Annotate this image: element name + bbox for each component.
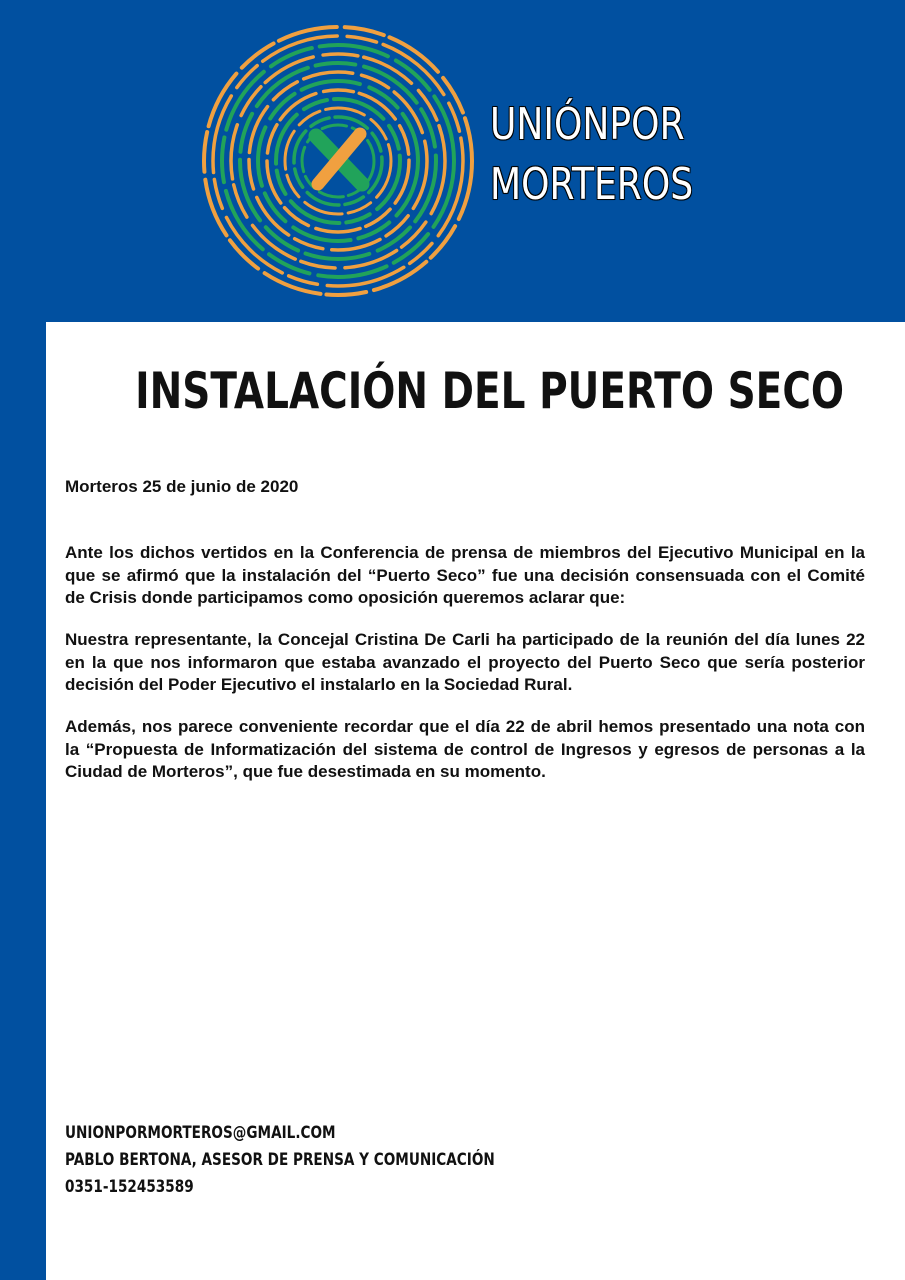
contact-email: UNIONPORMORTEROS@GMAIL.COM xyxy=(65,1123,336,1143)
brand-line-1: UNIÓNPOR xyxy=(490,99,685,150)
brand-wordmark xyxy=(490,95,693,215)
brand-line-2: MORTEROS xyxy=(490,159,694,210)
contact-footer xyxy=(65,1120,495,1201)
contact-person: PABLO BERTONA, ASESOR DE PRENSA Y COMUNICACIÓN xyxy=(65,1150,495,1170)
fingerprint-x-logo-icon xyxy=(198,18,478,304)
document-date: Morteros 25 de junio de 2020 xyxy=(65,477,299,496)
document-title: INSTALACIÓN DEL PUERTO SECO xyxy=(135,362,845,420)
contact-phone: 0351-152453589 xyxy=(65,1177,194,1197)
paragraph-3: Además, nos parece conveniente recordar que el día 22 de abril hemos presentado una nota con la “Propuesta de Informatización del sistema de control de Ingresos y egresos de personas a la Ciudad de Morteros”, que fue desestimada en su momento. xyxy=(65,717,865,781)
paragraph-1: Ante los dichos vertidos en la Conferencia de prensa de miembros del Ejecutivo Municipal en la que se afirmó que la instalación del “Puerto Seco” fue una decisión consensuada con el Comité de Crisis donde participamos como oposición queremos aclarar que: xyxy=(65,543,865,607)
header-banner xyxy=(0,0,905,322)
paragraph-2: Nuestra representante, la Concejal Cristina De Carli ha participado de la reunión del día lunes 22 en la que nos informaron que estaba avanzado el proyecto del Puerto Seco que sería posterior decisión del Poder Ejecutivo el instalarlo en la Sociedad Rural. xyxy=(65,630,865,694)
document-sheet xyxy=(46,322,905,1280)
